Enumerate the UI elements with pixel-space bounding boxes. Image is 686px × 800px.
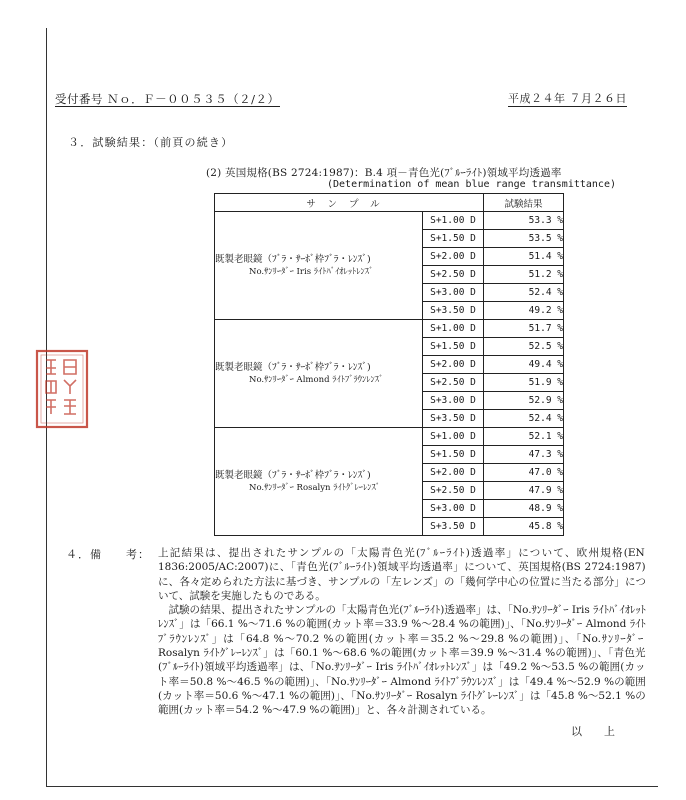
lens-power-cell: S+2.00 D xyxy=(423,464,484,482)
sample-name-line2: No.ｻﾝﾘｰﾀﾞｰ Rosalyn ﾗｲﾄｸﾞﾚｰﾚﾝｽﾞ xyxy=(249,482,380,493)
results-table xyxy=(214,193,564,536)
result-value-cell: 52.9 % xyxy=(484,392,564,410)
lens-power-cell: S+3.50 D xyxy=(423,410,484,428)
result-value-cell: 47.3 % xyxy=(484,446,564,464)
result-value-cell: 51.2 % xyxy=(484,266,564,284)
table-row xyxy=(215,320,564,338)
result-value-cell: 52.4 % xyxy=(484,284,564,302)
sample-name-line1: 既製老眼鏡（ﾌﾞﾗ・ｻｰﾎﾞ枠ﾌﾞﾗ・ﾚﾝｽﾞ) xyxy=(215,361,371,373)
sample-name-line2: No.ｻﾝﾘｰﾀﾞｰ Almond ﾗｲﾄﾌﾞﾗｳﾝﾚﾝｽﾞ xyxy=(249,374,384,385)
lens-power-cell: S+2.50 D xyxy=(423,482,484,500)
lens-power-cell: S+1.50 D xyxy=(423,230,484,248)
table-header-row xyxy=(215,194,564,212)
lens-power-cell: S+1.00 D xyxy=(423,428,484,446)
sample-name-line2: No.ｻﾝﾘｰﾀﾞｰ Iris ﾗｲﾄﾊﾞｲｵﾚｯﾄﾚﾝｽﾞ xyxy=(249,266,374,277)
remarks-paragraph-1: 上記結果は、提出されたサンプルの「太陽青色光(ﾌﾞﾙｰﾗｲﾄ)透過率」について、欧州規格(EN 1836:2005/AC:2007)に、「青色光(ﾌﾞﾙｰﾗｲﾄ)領域平均透過率」について、英国規格(BS 2724:1987)に、各々定められた方法に基づき、サンプルの「左レンズ」の「幾何学中心の位置に当たる部分」について、試験を実施したものである。 xyxy=(158,547,646,602)
sample-name-cell xyxy=(215,320,423,428)
remarks-body xyxy=(158,546,646,718)
red-square-seal-icon xyxy=(34,348,90,430)
section3-heading: ３．試験結果：（前頁の続き） xyxy=(68,136,234,149)
result-value-cell: 49.4 % xyxy=(484,356,564,374)
result-value-cell: 53.3 % xyxy=(484,212,564,230)
table-row xyxy=(215,428,564,446)
lens-power-cell: S+2.00 D xyxy=(423,356,484,374)
lens-power-cell: S+1.50 D xyxy=(423,446,484,464)
result-value-cell: 52.5 % xyxy=(484,338,564,356)
report-date: 平成２４年 ７月２６日 xyxy=(508,92,627,105)
reference-number: 受付番号 Ｎｏ．Ｆ－００５３５（２/２） xyxy=(55,92,280,106)
result-value-cell: 52.1 % xyxy=(484,428,564,446)
test-method-title-en: (Determination of mean blue range transmittance) xyxy=(327,179,616,190)
result-value-cell: 47.0 % xyxy=(484,464,564,482)
result-value-cell: 47.9 % xyxy=(484,482,564,500)
result-value-cell: 51.7 % xyxy=(484,320,564,338)
result-value-cell: 48.9 % xyxy=(484,500,564,518)
closing-mark: 以上 xyxy=(571,725,637,738)
lens-power-cell: S+2.00 D xyxy=(423,248,484,266)
table-row xyxy=(215,212,564,230)
sample-name-line1: 既製老眼鏡（ﾌﾞﾗ・ｻｰﾎﾞ枠ﾌﾞﾗ・ﾚﾝｽﾞ) xyxy=(215,253,371,265)
lens-power-cell: S+1.00 D xyxy=(423,320,484,338)
page-border-bottom xyxy=(46,786,658,787)
lens-power-cell: S+1.00 D xyxy=(423,212,484,230)
header-sample: サンプル xyxy=(215,194,484,212)
lens-power-cell: S+3.00 D xyxy=(423,284,484,302)
lens-power-cell: S+3.50 D xyxy=(423,518,484,536)
lens-power-cell: S+3.50 D xyxy=(423,302,484,320)
lens-power-cell: S+3.00 D xyxy=(423,500,484,518)
results-body xyxy=(215,212,564,536)
result-value-cell: 53.5 % xyxy=(484,230,564,248)
lens-power-cell: S+1.50 D xyxy=(423,338,484,356)
section4-label: ４．備 考： xyxy=(66,548,150,561)
result-value-cell: 52.4 % xyxy=(484,410,564,428)
header-result: 試験結果 xyxy=(484,194,564,212)
result-value-cell: 51.9 % xyxy=(484,374,564,392)
result-value-cell: 45.8 % xyxy=(484,518,564,536)
lens-power-cell: S+2.50 D xyxy=(423,266,484,284)
remarks-paragraph-2: 試験の結果、提出されたサンプルの「太陽青色光(ﾌﾞﾙｰﾗｲﾄ)透過率」は、「No.ｻﾝﾘｰﾀﾞｰ Iris ﾗｲﾄﾊﾞｲｵﾚｯﾄﾚﾝｽﾞ」は「66.1 %～71.6 %の範囲(カット率＝33.9 %～28.4 %の範囲)」、「No.ｻﾝﾘｰﾀﾞｰ Almond ﾗｲﾄﾌﾞﾗｳﾝﾚﾝｽﾞ」は「64.8 %～70.2 %の範囲(カット率＝35.2 %～29.8 %の範囲)」、「No.ｻﾝﾘｰﾀﾞｰ Rosalyn ﾗｲﾄｸﾞﾚｰﾚﾝｽﾞ」は「60.1 %～68.6 %の範囲(カット率＝39.9 %～31.4 %の範囲)」、「青色光(ﾌﾞﾙｰﾗｲﾄ)領域平均透過率」は、「No.ｻﾝﾘｰﾀﾞｰ Iris ﾗｲﾄﾊﾞｲｵﾚｯﾄﾚﾝｽﾞ」は「49.2 %～53.5 %の範囲(カット率＝50.8 %～46.5 %の範囲)」、「No.ｻﾝﾘｰﾀﾞｰ Almond ﾗｲﾄﾌﾞﾗｳﾝﾚﾝｽﾞ」は「49.4 %～52.9 %の範囲(カット率＝50.6 %～47.1 %の範囲)」、「No.ｻﾝﾘｰﾀﾞｰ Rosalyn ﾗｲﾄｸﾞﾚｰﾚﾝｽﾞ」は「45.8 %～52.1 %の範囲(カット率＝54.2 %～47.9 %の範囲)」と、各々計測されている。 xyxy=(158,604,646,717)
result-value-cell: 51.4 % xyxy=(484,248,564,266)
sample-name-cell xyxy=(215,428,423,536)
lens-power-cell: S+2.50 D xyxy=(423,374,484,392)
test-method-title: (2) 英国規格(BS 2724:1987)：B.4 項－青色光(ﾌﾞﾙｰﾗｲﾄ)領域平均透過率 xyxy=(206,167,562,179)
result-value-cell: 49.2 % xyxy=(484,302,564,320)
sample-name-cell xyxy=(215,212,423,320)
lens-power-cell: S+3.00 D xyxy=(423,392,484,410)
sample-name-line1: 既製老眼鏡（ﾌﾞﾗ・ｻｰﾎﾞ枠ﾌﾞﾗ・ﾚﾝｽﾞ) xyxy=(215,469,371,481)
